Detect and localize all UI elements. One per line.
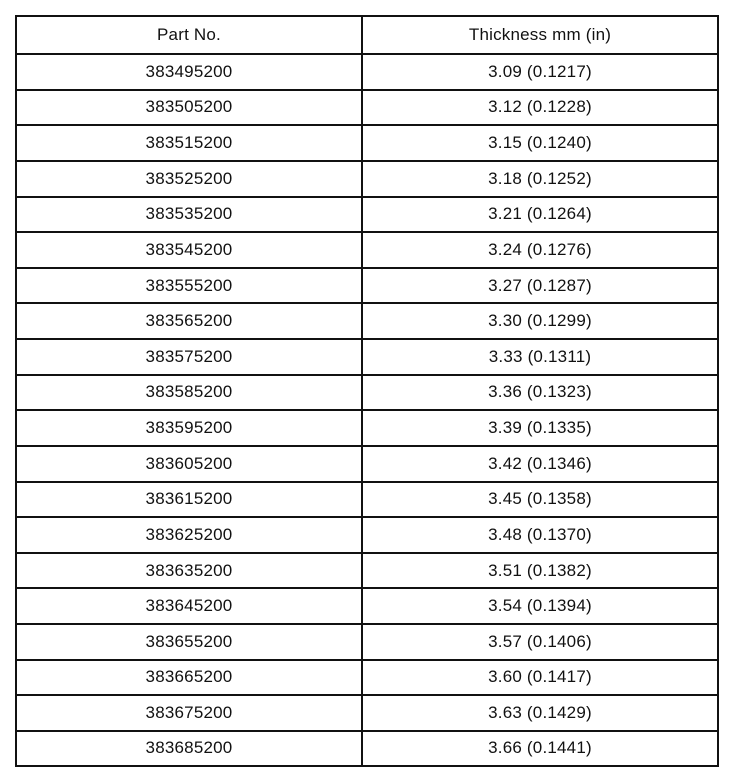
table-row	[17, 268, 717, 304]
table-row	[17, 410, 717, 446]
thickness-cell: 3.63 (0.1429)	[362, 695, 717, 731]
thickness-cell: 3.39 (0.1335)	[362, 410, 717, 446]
part-number-cell: 383625200	[17, 517, 362, 553]
part-number-cell: 383645200	[17, 588, 362, 624]
table-row	[17, 303, 717, 339]
part-number-cell: 383585200	[17, 375, 362, 411]
table-row	[17, 695, 717, 731]
parts-table	[17, 17, 717, 765]
part-number-cell: 383505200	[17, 90, 362, 126]
thickness-cell: 3.54 (0.1394)	[362, 588, 717, 624]
part-number-cell: 383555200	[17, 268, 362, 304]
part-number-cell: 383605200	[17, 446, 362, 482]
table-row	[17, 90, 717, 126]
table-row	[17, 446, 717, 482]
table-row	[17, 375, 717, 411]
part-number-cell: 383495200	[17, 54, 362, 90]
thickness-cell: 3.27 (0.1287)	[362, 268, 717, 304]
table-row	[17, 553, 717, 589]
thickness-cell: 3.45 (0.1358)	[362, 482, 717, 518]
part-number-cell: 383655200	[17, 624, 362, 660]
part-number-cell: 383515200	[17, 125, 362, 161]
header-row	[17, 17, 717, 54]
thickness-cell: 3.42 (0.1346)	[362, 446, 717, 482]
table-row	[17, 232, 717, 268]
table-row	[17, 161, 717, 197]
table-body	[17, 54, 717, 765]
part-number-cell: 383525200	[17, 161, 362, 197]
thickness-cell: 3.51 (0.1382)	[362, 553, 717, 589]
part-number-cell: 383595200	[17, 410, 362, 446]
part-number-cell: 383635200	[17, 553, 362, 589]
thickness-cell: 3.36 (0.1323)	[362, 375, 717, 411]
thickness-cell: 3.21 (0.1264)	[362, 197, 717, 233]
part-number-cell: 383545200	[17, 232, 362, 268]
part-number-cell: 383535200	[17, 197, 362, 233]
table-row	[17, 731, 717, 765]
table-row	[17, 588, 717, 624]
parts-table-frame	[15, 15, 719, 767]
column-header-thickness: Thickness mm (in)	[362, 17, 717, 54]
thickness-cell: 3.09 (0.1217)	[362, 54, 717, 90]
table-row	[17, 54, 717, 90]
part-number-cell: 383565200	[17, 303, 362, 339]
table-row	[17, 339, 717, 375]
thickness-cell: 3.30 (0.1299)	[362, 303, 717, 339]
thickness-cell: 3.48 (0.1370)	[362, 517, 717, 553]
table-row	[17, 517, 717, 553]
part-number-cell: 383615200	[17, 482, 362, 518]
thickness-cell: 3.18 (0.1252)	[362, 161, 717, 197]
part-number-cell: 383575200	[17, 339, 362, 375]
thickness-cell: 3.24 (0.1276)	[362, 232, 717, 268]
thickness-cell: 3.15 (0.1240)	[362, 125, 717, 161]
table-row	[17, 197, 717, 233]
part-number-cell: 383685200	[17, 731, 362, 765]
part-number-cell: 383665200	[17, 660, 362, 696]
thickness-cell: 3.33 (0.1311)	[362, 339, 717, 375]
table-row	[17, 125, 717, 161]
thickness-cell: 3.57 (0.1406)	[362, 624, 717, 660]
table-row	[17, 482, 717, 518]
thickness-cell: 3.12 (0.1228)	[362, 90, 717, 126]
column-header-part-no: Part No.	[17, 17, 362, 54]
table-row	[17, 624, 717, 660]
thickness-cell: 3.60 (0.1417)	[362, 660, 717, 696]
thickness-cell: 3.66 (0.1441)	[362, 731, 717, 765]
part-number-cell: 383675200	[17, 695, 362, 731]
table-row	[17, 660, 717, 696]
